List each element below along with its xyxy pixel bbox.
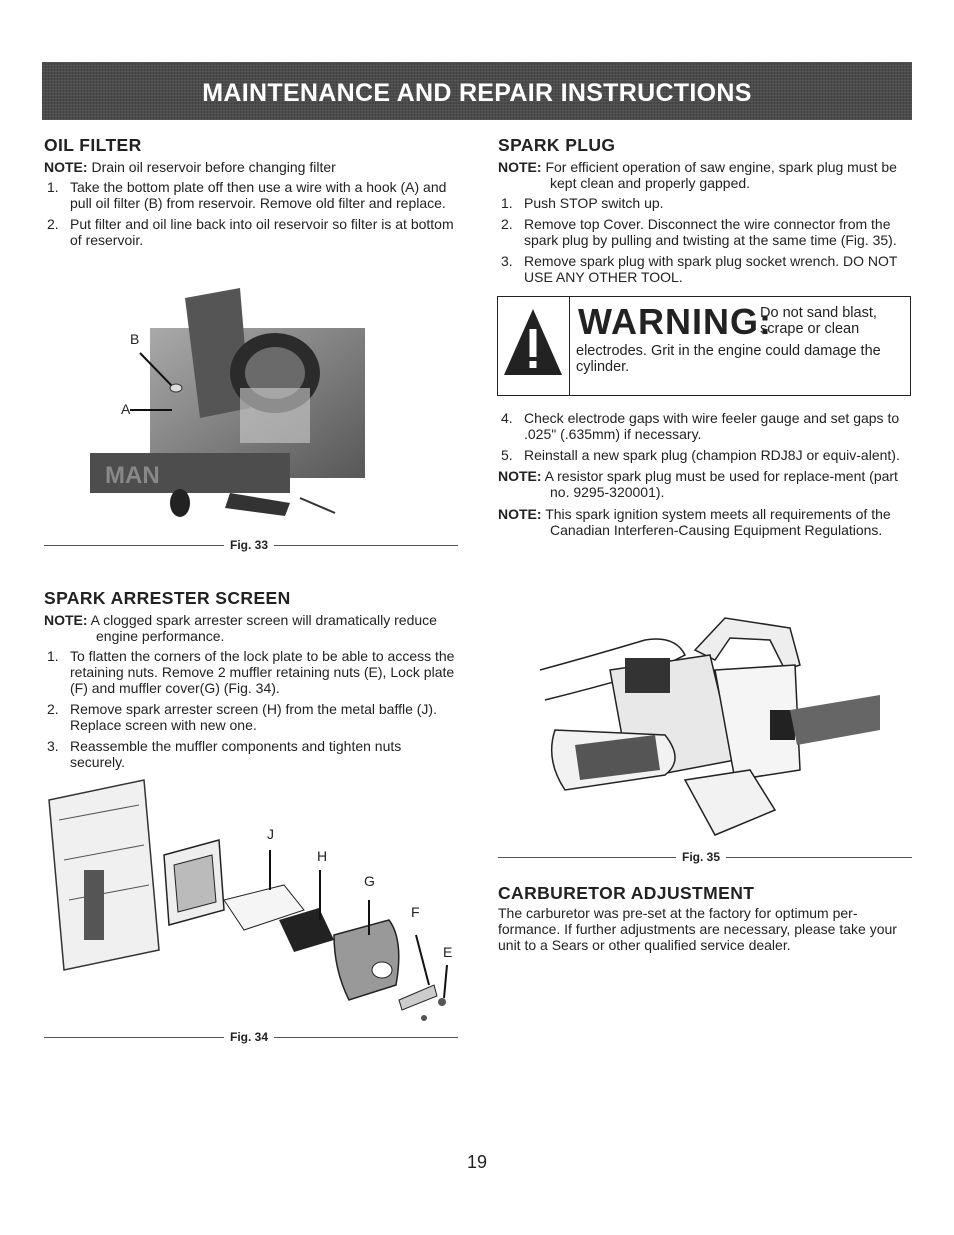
fig-34-label-j: J — [267, 826, 274, 842]
spark-plug-steps-a — [498, 195, 912, 285]
step-number: 2. — [47, 216, 59, 232]
step-text: Reassemble the muffler components and tighten nuts securely. — [70, 738, 402, 770]
note-text: This spark ignition system meets all requirements of the Canadian Interferen-Causing Equipment Regulations. — [541, 506, 891, 538]
warning-icon-cell — [498, 297, 570, 395]
fig-35-chainsaw-illustration — [535, 610, 880, 845]
note-label: NOTE: — [498, 159, 542, 175]
svg-text:MAN: MAN — [105, 462, 160, 489]
spark-plug-heading: SPARK PLUG — [498, 135, 616, 155]
fig-34-label: Fig. 34 — [230, 1030, 269, 1044]
step-text: To flatten the corners of the lock plate to be able to access the retaining nuts. Remove 2 muffler retaining nuts (E), Lock plate (F) and muffler cover(G) (Fig. 34). — [70, 648, 455, 696]
step-number: 5. — [501, 447, 513, 463]
list-item — [44, 701, 460, 733]
step-number: 2. — [501, 216, 513, 232]
fig-33-label-a: A — [121, 401, 131, 417]
step-number: 3. — [501, 253, 513, 269]
step-text: Remove spark arrester screen (H) from the metal baffle (J). Replace screen with new one. — [70, 701, 437, 733]
spark-plug-note — [498, 159, 912, 191]
fig-35-label: Fig. 35 — [682, 850, 721, 864]
step-text: Take the bottom plate off then use a wire with a hook (A) and pull oil filter (B) from reservoir. Remove old filter and replace. — [70, 179, 447, 211]
caption-rule — [44, 545, 224, 546]
fig-33-label: Fig. 33 — [230, 538, 269, 552]
fig-33-label-b: B — [130, 331, 140, 347]
note-text: For efficient operation of saw engine, spark plug must be kept clean and properly gapped. — [541, 159, 897, 191]
note-text: Drain oil reservoir before changing filter — [87, 159, 336, 175]
warning-word: WARNING: — [578, 301, 772, 342]
list-item — [498, 447, 912, 463]
step-text: Check electrode gaps with wire feeler gauge and set gaps to .025" (.635mm) if necessary. — [524, 410, 900, 442]
step-text: Remove top Cover. Disconnect the wire connector from the spark plug by pulling and twisting at the same time (Fig. 35). — [524, 216, 897, 248]
page-banner: MAINTENANCE AND REPAIR INSTRUCTIONS — [42, 62, 912, 120]
caption-rule — [498, 857, 676, 858]
step-number: 3. — [47, 738, 59, 754]
spark-plug-section-continued — [498, 410, 912, 542]
warning-text-bottom: electrodes. Grit in the engine could damage the cylinder. — [576, 343, 881, 375]
caption-rule — [274, 545, 458, 546]
list-item — [44, 216, 460, 248]
spark-plug-section — [498, 137, 912, 290]
step-text: Put filter and oil line back into oil reservoir so filter is at bottom of reservoir. — [70, 216, 454, 248]
step-number: 1. — [47, 179, 59, 195]
fig-34-label-h: H — [317, 848, 328, 864]
carburetor-heading: CARBURETOR ADJUSTMENT — [498, 883, 755, 903]
list-item — [44, 179, 460, 211]
spark-arrester-steps — [44, 648, 460, 770]
caption-rule — [274, 1037, 458, 1038]
fig-34-label-f: F — [411, 904, 420, 920]
oil-filter-steps — [44, 179, 460, 248]
warning-text-top: Do not sand blast, scrape or clean — [760, 305, 877, 337]
list-item — [498, 195, 912, 211]
note-text: A clogged spark arrester screen will dramatically reduce engine performance. — [87, 612, 437, 644]
fig-33-oil-filter-illustration — [90, 288, 390, 528]
fig-34-label-g: G — [364, 873, 375, 889]
step-number: 1. — [47, 648, 59, 664]
spark-arrester-section — [44, 590, 460, 775]
step-number: 4. — [501, 410, 513, 426]
fig-34-label-e: E — [443, 944, 453, 960]
fig-34-caption — [44, 1030, 458, 1044]
list-item — [498, 216, 912, 248]
caption-rule — [726, 857, 912, 858]
step-text: Reinstall a new spark plug (champion RDJ8J or equiv-alent). — [524, 447, 900, 463]
note-text: A resistor spark plug must be used for replace-ment (part no. 9295-320001). — [541, 468, 898, 500]
fig-33-caption — [44, 538, 458, 552]
note-label: NOTE: — [44, 159, 88, 175]
list-item — [498, 253, 912, 285]
spark-plug-steps-b — [498, 410, 912, 463]
list-item — [44, 648, 460, 696]
spark-plug-note-3 — [498, 506, 912, 538]
oil-filter-section — [44, 137, 460, 253]
step-text: Remove spark plug with spark plug socket wrench. DO NOT USE ANY OTHER TOOL. — [524, 253, 898, 285]
caption-rule — [44, 1037, 224, 1038]
warning-box — [497, 296, 911, 396]
step-number: 1. — [501, 195, 513, 211]
carburetor-section — [498, 885, 912, 953]
list-item — [498, 410, 912, 442]
oil-filter-note — [44, 159, 460, 175]
page-number: 19 — [466, 1152, 488, 1172]
fig-35-caption — [498, 850, 912, 864]
warning-triangle-icon — [498, 297, 568, 395]
step-text: Push STOP switch up. — [524, 195, 664, 211]
note-label: NOTE: — [44, 612, 88, 628]
fig-34-muffler-illustration — [44, 770, 464, 1025]
list-item — [44, 738, 460, 770]
carburetor-text: The carburetor was pre-set at the factory for optimum per-formance. If further adjustments are necessary, please take your unit to a Sears or other qualified service dealer. — [498, 905, 897, 953]
spark-arrester-heading: SPARK ARRESTER SCREEN — [44, 588, 291, 608]
oil-filter-heading: OIL FILTER — [44, 135, 142, 155]
note-label: NOTE: — [498, 506, 542, 522]
note-label: NOTE: — [498, 468, 542, 484]
spark-plug-note-2 — [498, 468, 912, 500]
step-number: 2. — [47, 701, 59, 717]
spark-arrester-note — [44, 612, 460, 644]
